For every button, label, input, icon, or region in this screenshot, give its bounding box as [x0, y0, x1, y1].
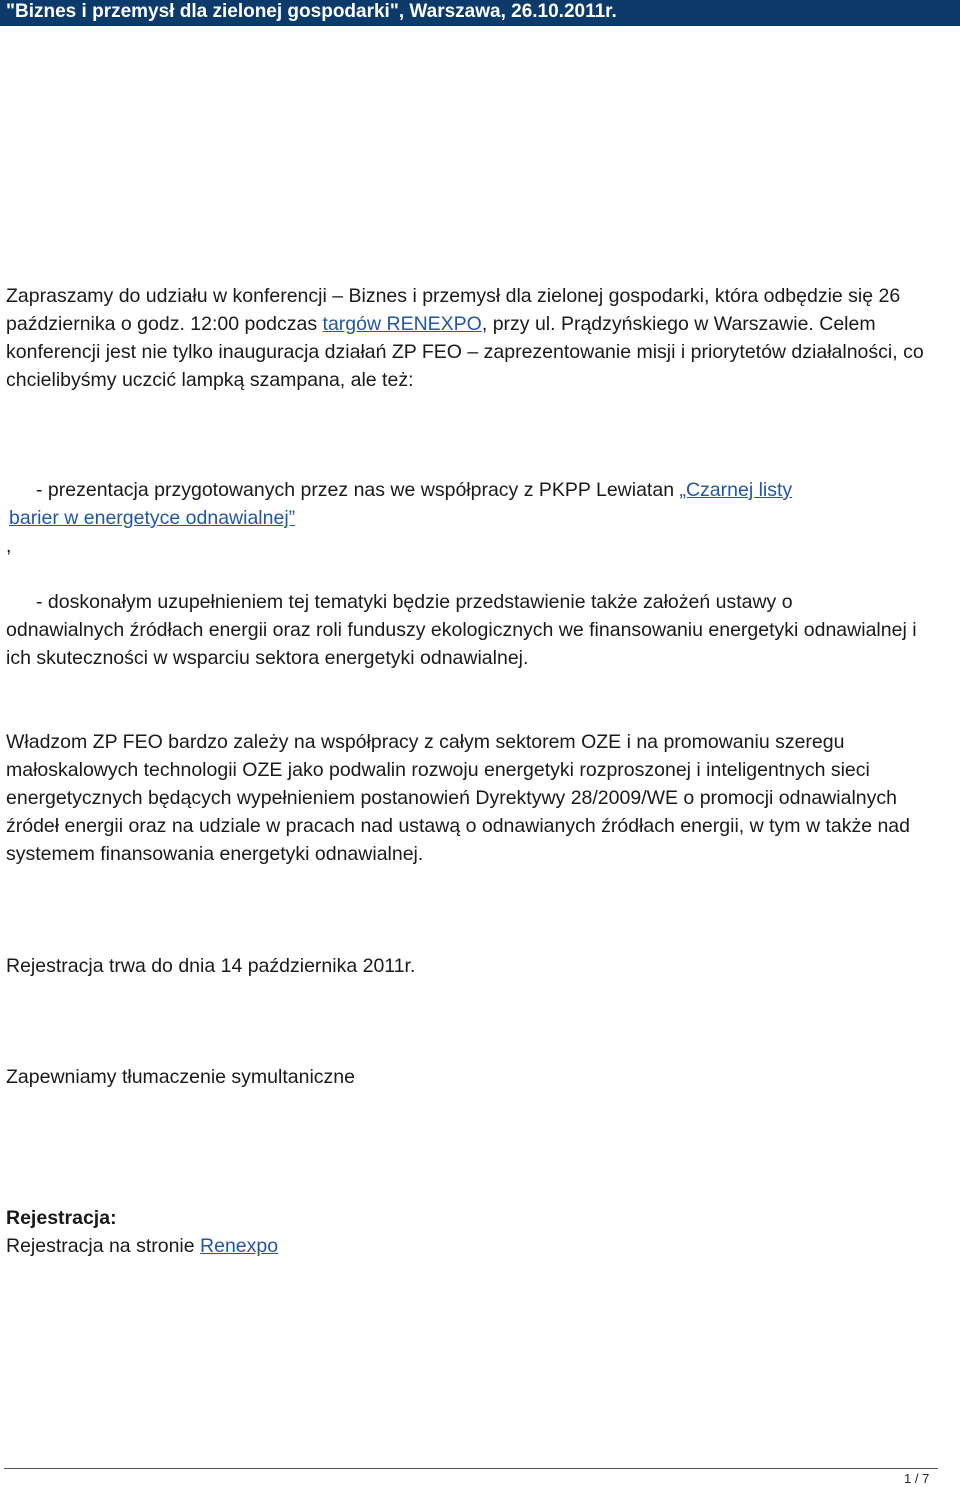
- bullet-renewable-law: [6, 588, 946, 672]
- footer-divider: [4, 1468, 938, 1469]
- registration-line: [6, 1232, 946, 1260]
- registration-deadline: Rejestracja trwa do dnia 14 października 2011r.: [6, 955, 416, 977]
- document-body: [6, 282, 946, 1260]
- page-number: 1 / 7: [904, 1471, 930, 1486]
- translation-note: Zapewniamy tłumaczenie symultaniczne: [6, 1066, 355, 1088]
- black-list-link-part2[interactable]: barier w energetyce odnawialnej”: [9, 507, 296, 529]
- bullet-black-list-line: [6, 476, 946, 504]
- bullet-black-list: [6, 476, 946, 560]
- registration-text: Rejestracja na stronie: [6, 1235, 201, 1257]
- intro-paragraph: [6, 282, 946, 394]
- oze-paragraph: Władzom ZP FEO bardzo zależy na współpracy z całym sektorem OZE i na promowaniu szeregu małoskalowych technologii OZE jako podwalin rozwoju energetyki rozproszonej i inteligentnych sieci energetycznych będących wypełnieniem postanowień Dyrektywy 28/2009/WE o promocji odnawialnych źródeł energii oraz na udziale w pracach nad ustawą o odnawianych źródłach energii, w tym w także nad systemem finansowania energetyki odnawialnej.: [6, 731, 910, 865]
- document-title: "Biznes i przemysł dla zielonej gospodarki", Warszawa, 26.10.2011r.: [6, 1, 617, 22]
- document-header: [0, 0, 960, 26]
- bullet-black-list-text: - prezentacja przygotowanych przez nas we współpracy z PKPP Lewiatan: [36, 479, 680, 501]
- intro-text-start: Zapraszamy do udziału w konferencji – Biznes i przemysł dla zielonej gospodarki, która odbędzie się 26 października o godz. 12:00 podczas: [6, 285, 901, 335]
- renexpo-registration-link[interactable]: Renexpo: [200, 1235, 279, 1257]
- bullet-black-list-trailing: ,: [6, 535, 12, 557]
- intro-text-end: , przy ul. Prądzyńskiego w Warszawie. Celem konferencji jest nie tylko inauguracja działań ZP FEO – zaprezentowanie misji i priorytetów działalności, co chcielibyśmy uczcić lampką szampana, ale też:: [6, 313, 924, 391]
- black-list-link-part1[interactable]: „Czarnej listy: [679, 479, 793, 501]
- bullet-renewable-law-first-line: - doskonałym uzupełnieniem tej tematyki będzie przedstawienie także założeń ustawy o: [36, 591, 793, 613]
- renexpo-fair-link[interactable]: targów RENEXPO: [322, 313, 482, 335]
- bullet-renewable-law-rest: odnawialnych źródłach energii oraz roli funduszy ekologicznych we finansowaniu energetyki odnawialnej i ich skuteczności w wsparciu sektora energetyki odnawialnej.: [6, 619, 917, 669]
- registration-heading: Rejestracja:: [6, 1207, 117, 1229]
